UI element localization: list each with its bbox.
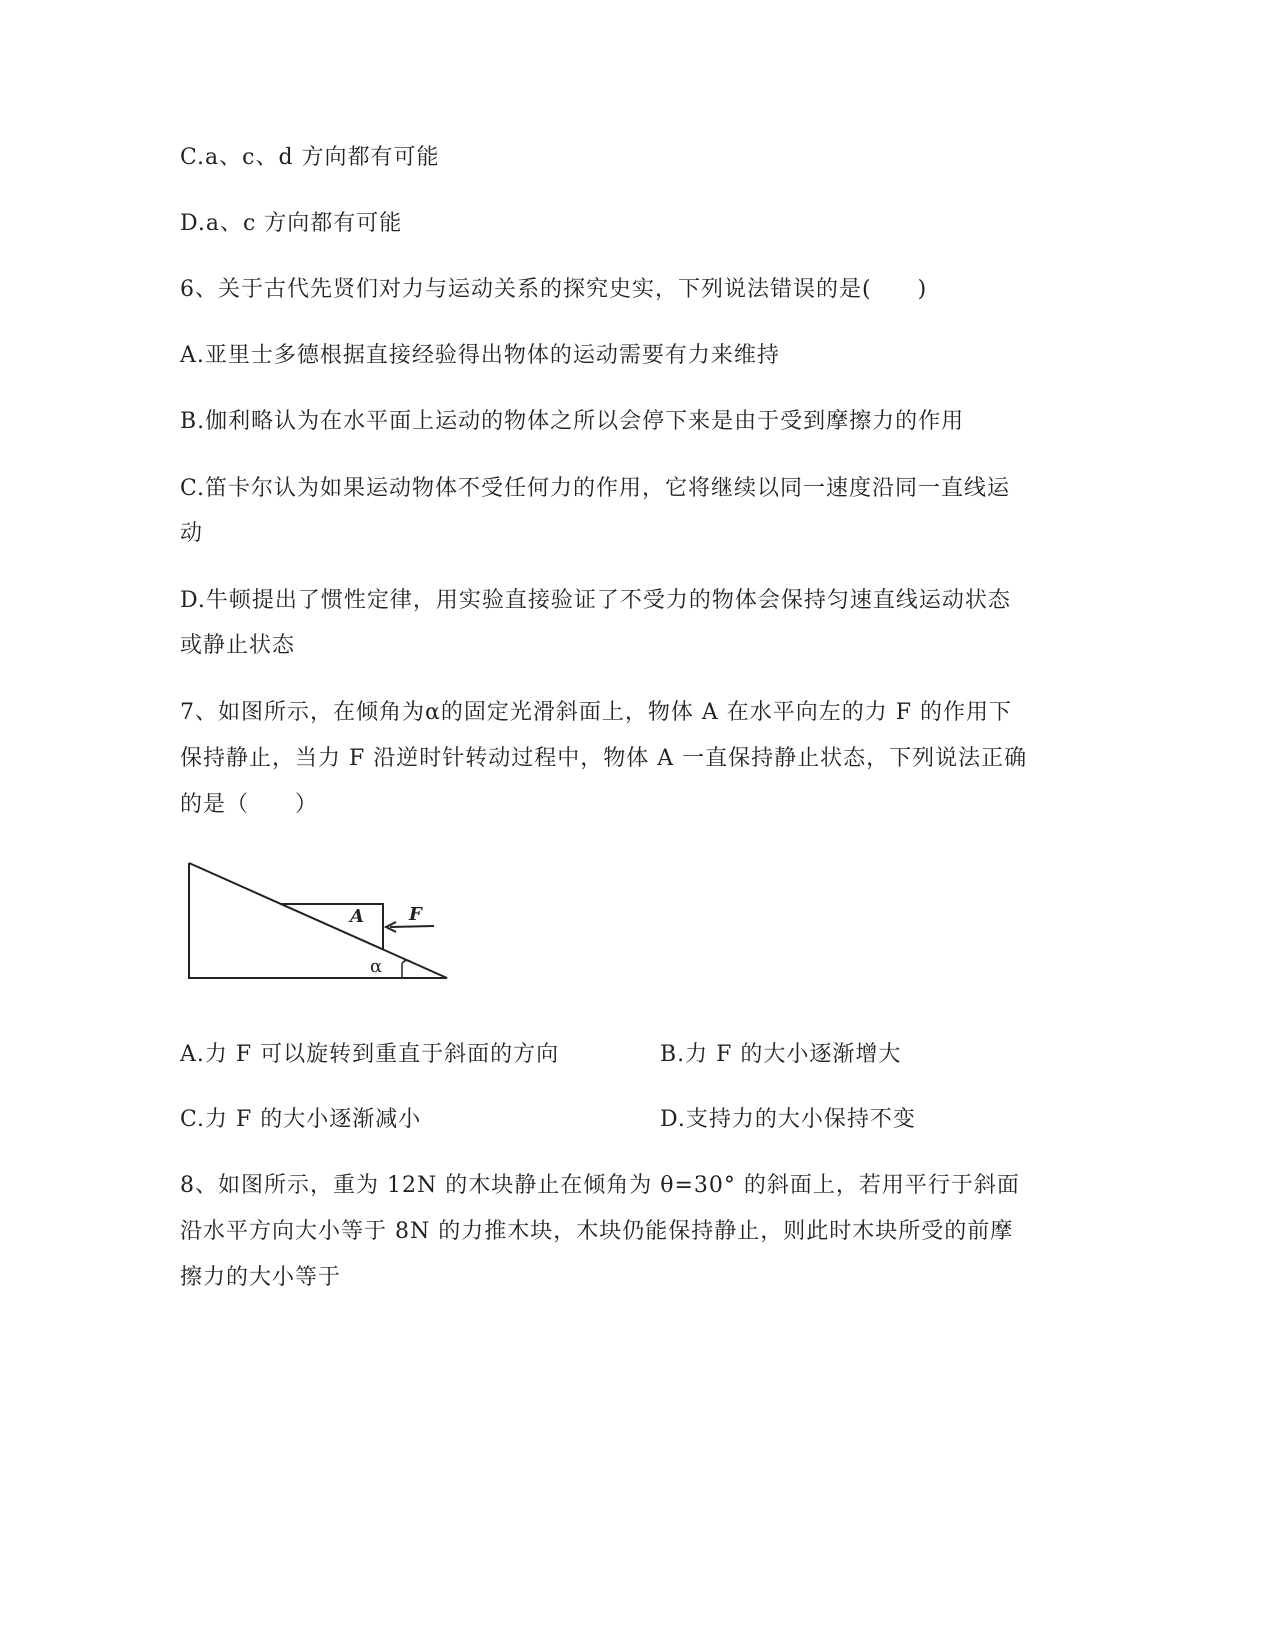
q7-option-b: B.力 F 的大小逐渐增大	[660, 1042, 902, 1067]
angle-arc	[402, 960, 410, 978]
block-label: A	[350, 906, 364, 927]
force-arrow-shaft	[390, 926, 434, 927]
q8-stem-line3: 擦力的大小等于	[180, 1265, 342, 1290]
q7-stem-line1: 7、如图所示，在倾角为α的固定光滑斜面上，物体 A 在水平向左的力 F 的作用下	[180, 700, 1012, 725]
q6-option-d-line2: 或静止状态	[180, 633, 296, 658]
q6-option-a: A.亚里士多德根据直接经验得出物体的运动需要有力来维持	[180, 343, 780, 368]
q6-stem: 6、关于古代先贤们对力与运动关系的探究史实，下列说法错误的是( )	[180, 277, 928, 302]
q8-stem-line2: 沿水平方向大小等于 8N 的力推木块，木块仍能保持静止，则此时木块所受的前摩	[180, 1219, 1014, 1244]
q7-option-a: A.力 F 可以旋转到重直于斜面的方向	[180, 1042, 560, 1067]
q7-option-d: D.支持力的大小保持不变	[660, 1107, 916, 1132]
incline-figure	[180, 855, 460, 990]
q7-stem-line3: 的是（ ）	[180, 792, 319, 817]
q6-option-b: B.伽利略认为在水平面上运动的物体之所以会停下来是由于受到摩擦力的作用	[180, 409, 965, 434]
q6-option-c-line1: C.笛卡尔认为如果运动物体不受任何力的作用，它将继续以同一速度沿同一直线运	[180, 476, 1011, 501]
q7-option-c: C.力 F 的大小逐渐减小	[180, 1107, 422, 1132]
angle-label: α	[370, 956, 383, 977]
prev-option-c: C.a、c、d 方向都有可能	[180, 145, 440, 170]
force-label: F	[409, 904, 422, 925]
prev-option-d: D.a、c 方向都有可能	[180, 211, 403, 236]
q6-option-c-line2: 动	[180, 521, 204, 546]
q7-stem-line2: 保持静止，当力 F 沿逆时针转动过程中，物体 A 一直保持静止状态，下列说法正确	[180, 746, 1028, 771]
q6-option-d-line1: D.牛顿提出了惯性定律，用实验直接验证了不受力的物体会保持匀速直线运动状态	[180, 588, 1011, 613]
q8-stem-line1: 8、如图所示，重为 12N 的木块静止在倾角为 θ=30° 的斜面上，若用平行于斜面	[180, 1173, 1020, 1198]
